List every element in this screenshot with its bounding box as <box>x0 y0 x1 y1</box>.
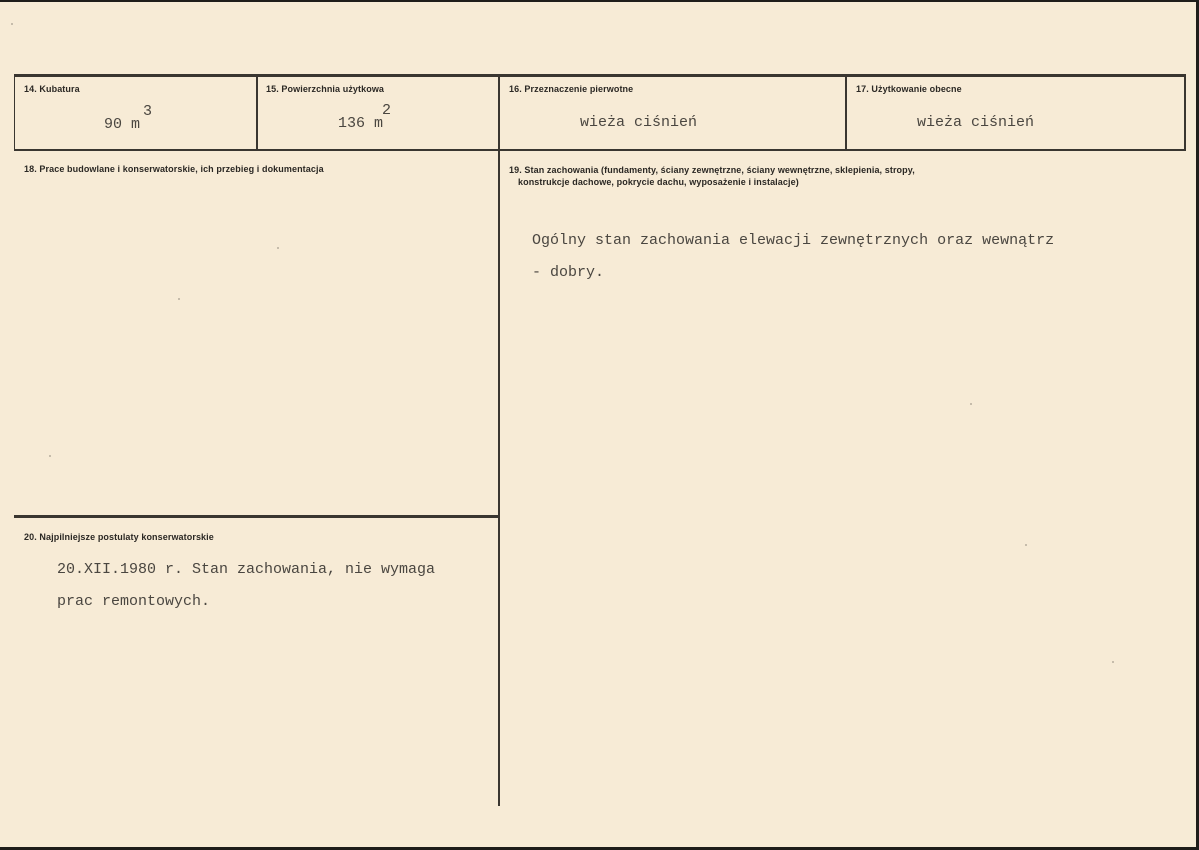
paper-speck <box>178 298 180 300</box>
paper-speck <box>970 403 972 405</box>
field-20-text-line1: 20.XII.1980 r. Stan zachowania, nie wymaga <box>57 561 436 578</box>
field-16-label: 16. Przeznaczenie pierwotne <box>509 84 634 94</box>
section18-bottom-rule <box>14 515 498 518</box>
field-15-label: 15. Powierzchnia użytkowa <box>266 84 385 94</box>
field-20-label: 20. Najpilniejsze postulaty konserwatorskie <box>24 532 214 542</box>
left-border <box>14 74 15 151</box>
paper-speck <box>277 247 279 249</box>
field-15-exponent: 2 <box>382 102 392 119</box>
field-17-value: wieża ciśnień <box>917 114 1035 131</box>
field-14-value: 90 m <box>104 116 141 133</box>
field-17-label: 17. Użytkowanie obecne <box>856 84 962 94</box>
field-18-label: 18. Prace budowlane i konserwatorskie, ich przebieg i dokumentacja <box>24 164 324 174</box>
right-border <box>1184 74 1186 151</box>
field-19-label-line2: konstrukcje dachowe, pokrycie dachu, wyposażenie i instalacje) <box>518 177 799 187</box>
field-19-text-line2: - dobry. <box>532 264 605 281</box>
paper-speck <box>11 23 13 25</box>
field-16-value: wieża ciśnień <box>580 114 698 131</box>
field-19-label-line1: 19. Stan zachowania (fundamenty, ściany zewnętrzne, ściany wewnętrzne, sklepienia, stropy, <box>509 165 915 175</box>
field-14-label: 14. Kubatura <box>24 84 80 94</box>
divider-15-16 <box>498 74 500 806</box>
field-19-text-line1: Ogólny stan zachowania elewacji zewnętrznych oraz wewnątrz <box>532 232 1055 249</box>
divider-14-15 <box>256 74 258 151</box>
paper-speck <box>49 455 51 457</box>
top-rule <box>14 74 1186 77</box>
paper-speck <box>1112 661 1114 663</box>
paper-speck <box>1025 544 1027 546</box>
field-14-exponent: 3 <box>143 103 153 120</box>
row1-bottom-rule <box>14 149 1186 151</box>
paper-edge-top <box>0 0 1199 2</box>
field-20-text-line2: prac remontowych. <box>57 593 211 610</box>
divider-16-17 <box>845 74 847 151</box>
field-15-value: 136 m <box>338 115 384 132</box>
